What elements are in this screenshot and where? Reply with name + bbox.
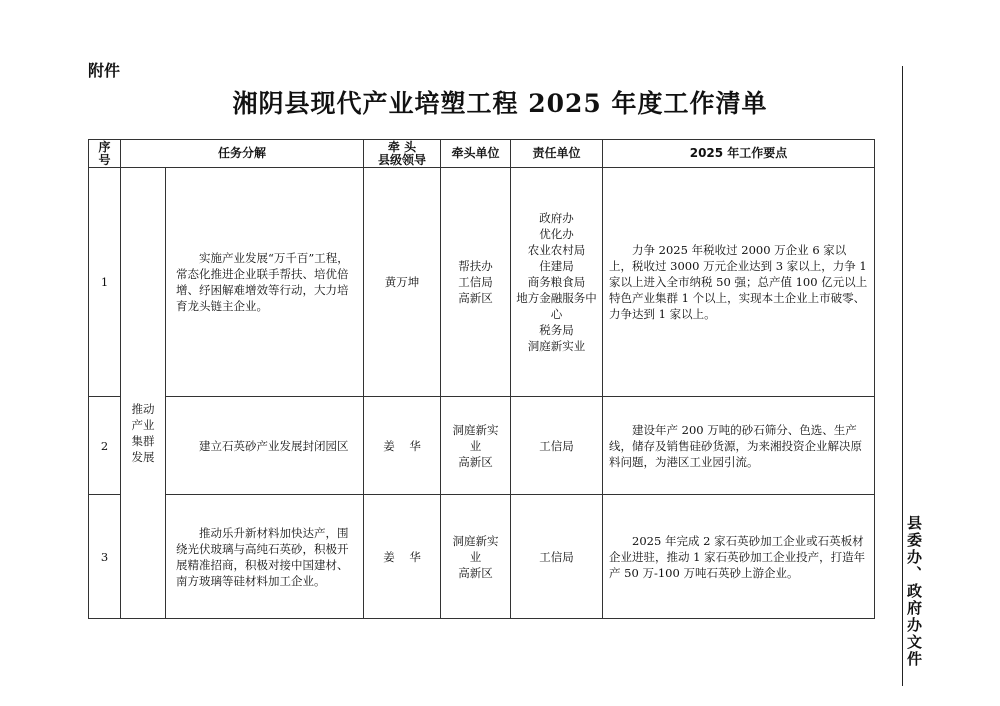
goal-cell: 建设年产 200 万吨的砂石筛分、色选、生产线，储存及销售硅砂货源，为来湘投资企业解决原料问题，为港区工业园引流。 <box>603 397 875 495</box>
header-goal: 2025 年工作要点 <box>603 140 875 168</box>
resp-unit-cell: 工信局 <box>511 495 603 619</box>
leader-cell: 姜 华 <box>364 397 441 495</box>
work-list-table <box>88 139 875 619</box>
row-number: 2 <box>89 397 121 495</box>
attachment-label: 附件 <box>88 61 121 80</box>
header-no: 序号 <box>89 140 121 168</box>
document-title: 湘阴县现代产业培塑工程 2025 年度工作清单 <box>232 89 768 118</box>
resp-unit-cell: 工信局 <box>511 397 603 495</box>
table-row <box>89 397 875 495</box>
task-cell: 建立石英砂产业发展封闭园区 <box>166 397 364 495</box>
task-cell: 推动乐升新材料加快达产，围绕光伏玻璃与高纯石英砂，积极开展精准招商，积极对接中国建材、南方玻璃等硅材料加工企业。 <box>166 495 364 619</box>
resp-unit-cell: 政府办 优化办 农业农村局 住建局 商务粮食局 地方金融服务中 心 税务局 洞庭新实业 <box>511 168 603 397</box>
table-header-row <box>89 140 875 168</box>
lead-unit-cell: 洞庭新实 业 高新区 <box>441 495 511 619</box>
goal-cell: 力争 2025 年税收过 2000 万企业 6 家以上，税收过 3000 万元企业达到 3 家以上，力争 1 家以上进入全市纳税 50 强；总产值 100 亿元以上特色产业集群 1 个以上，实现本土企业上市破零、力争达到 1 家以上。 <box>603 168 875 397</box>
category-cell: 推动 产业 集群 发展 <box>121 168 166 619</box>
side-margin-text: 县委办、政府办文件 <box>905 515 923 668</box>
lead-unit-cell: 洞庭新实 业 高新区 <box>441 397 511 495</box>
table-row <box>89 168 875 397</box>
header-lead-unit: 牵头单位 <box>441 140 511 168</box>
row-number: 1 <box>89 168 121 397</box>
header-resp-unit: 责任单位 <box>511 140 603 168</box>
leader-cell: 姜 华 <box>364 495 441 619</box>
table-row <box>89 495 875 619</box>
goal-cell: 2025 年完成 2 家石英砂加工企业或石英板材企业进驻，推动 1 家石英砂加工企业投产，打造年产 50 万-100 万吨石英砂上游企业。 <box>603 495 875 619</box>
leader-cell: 黄万坤 <box>364 168 441 397</box>
header-task: 任务分解 <box>121 140 364 168</box>
row-number: 3 <box>89 495 121 619</box>
header-leader: 牵 头 县级领导 <box>364 140 441 168</box>
task-cell: 实施产业发展“万千百”工程，常态化推进企业联手帮扶、培优倍增、纾困解难增效等行动，大力培育龙头链主企业。 <box>166 168 364 397</box>
lead-unit-cell: 帮扶办 工信局 高新区 <box>441 168 511 397</box>
